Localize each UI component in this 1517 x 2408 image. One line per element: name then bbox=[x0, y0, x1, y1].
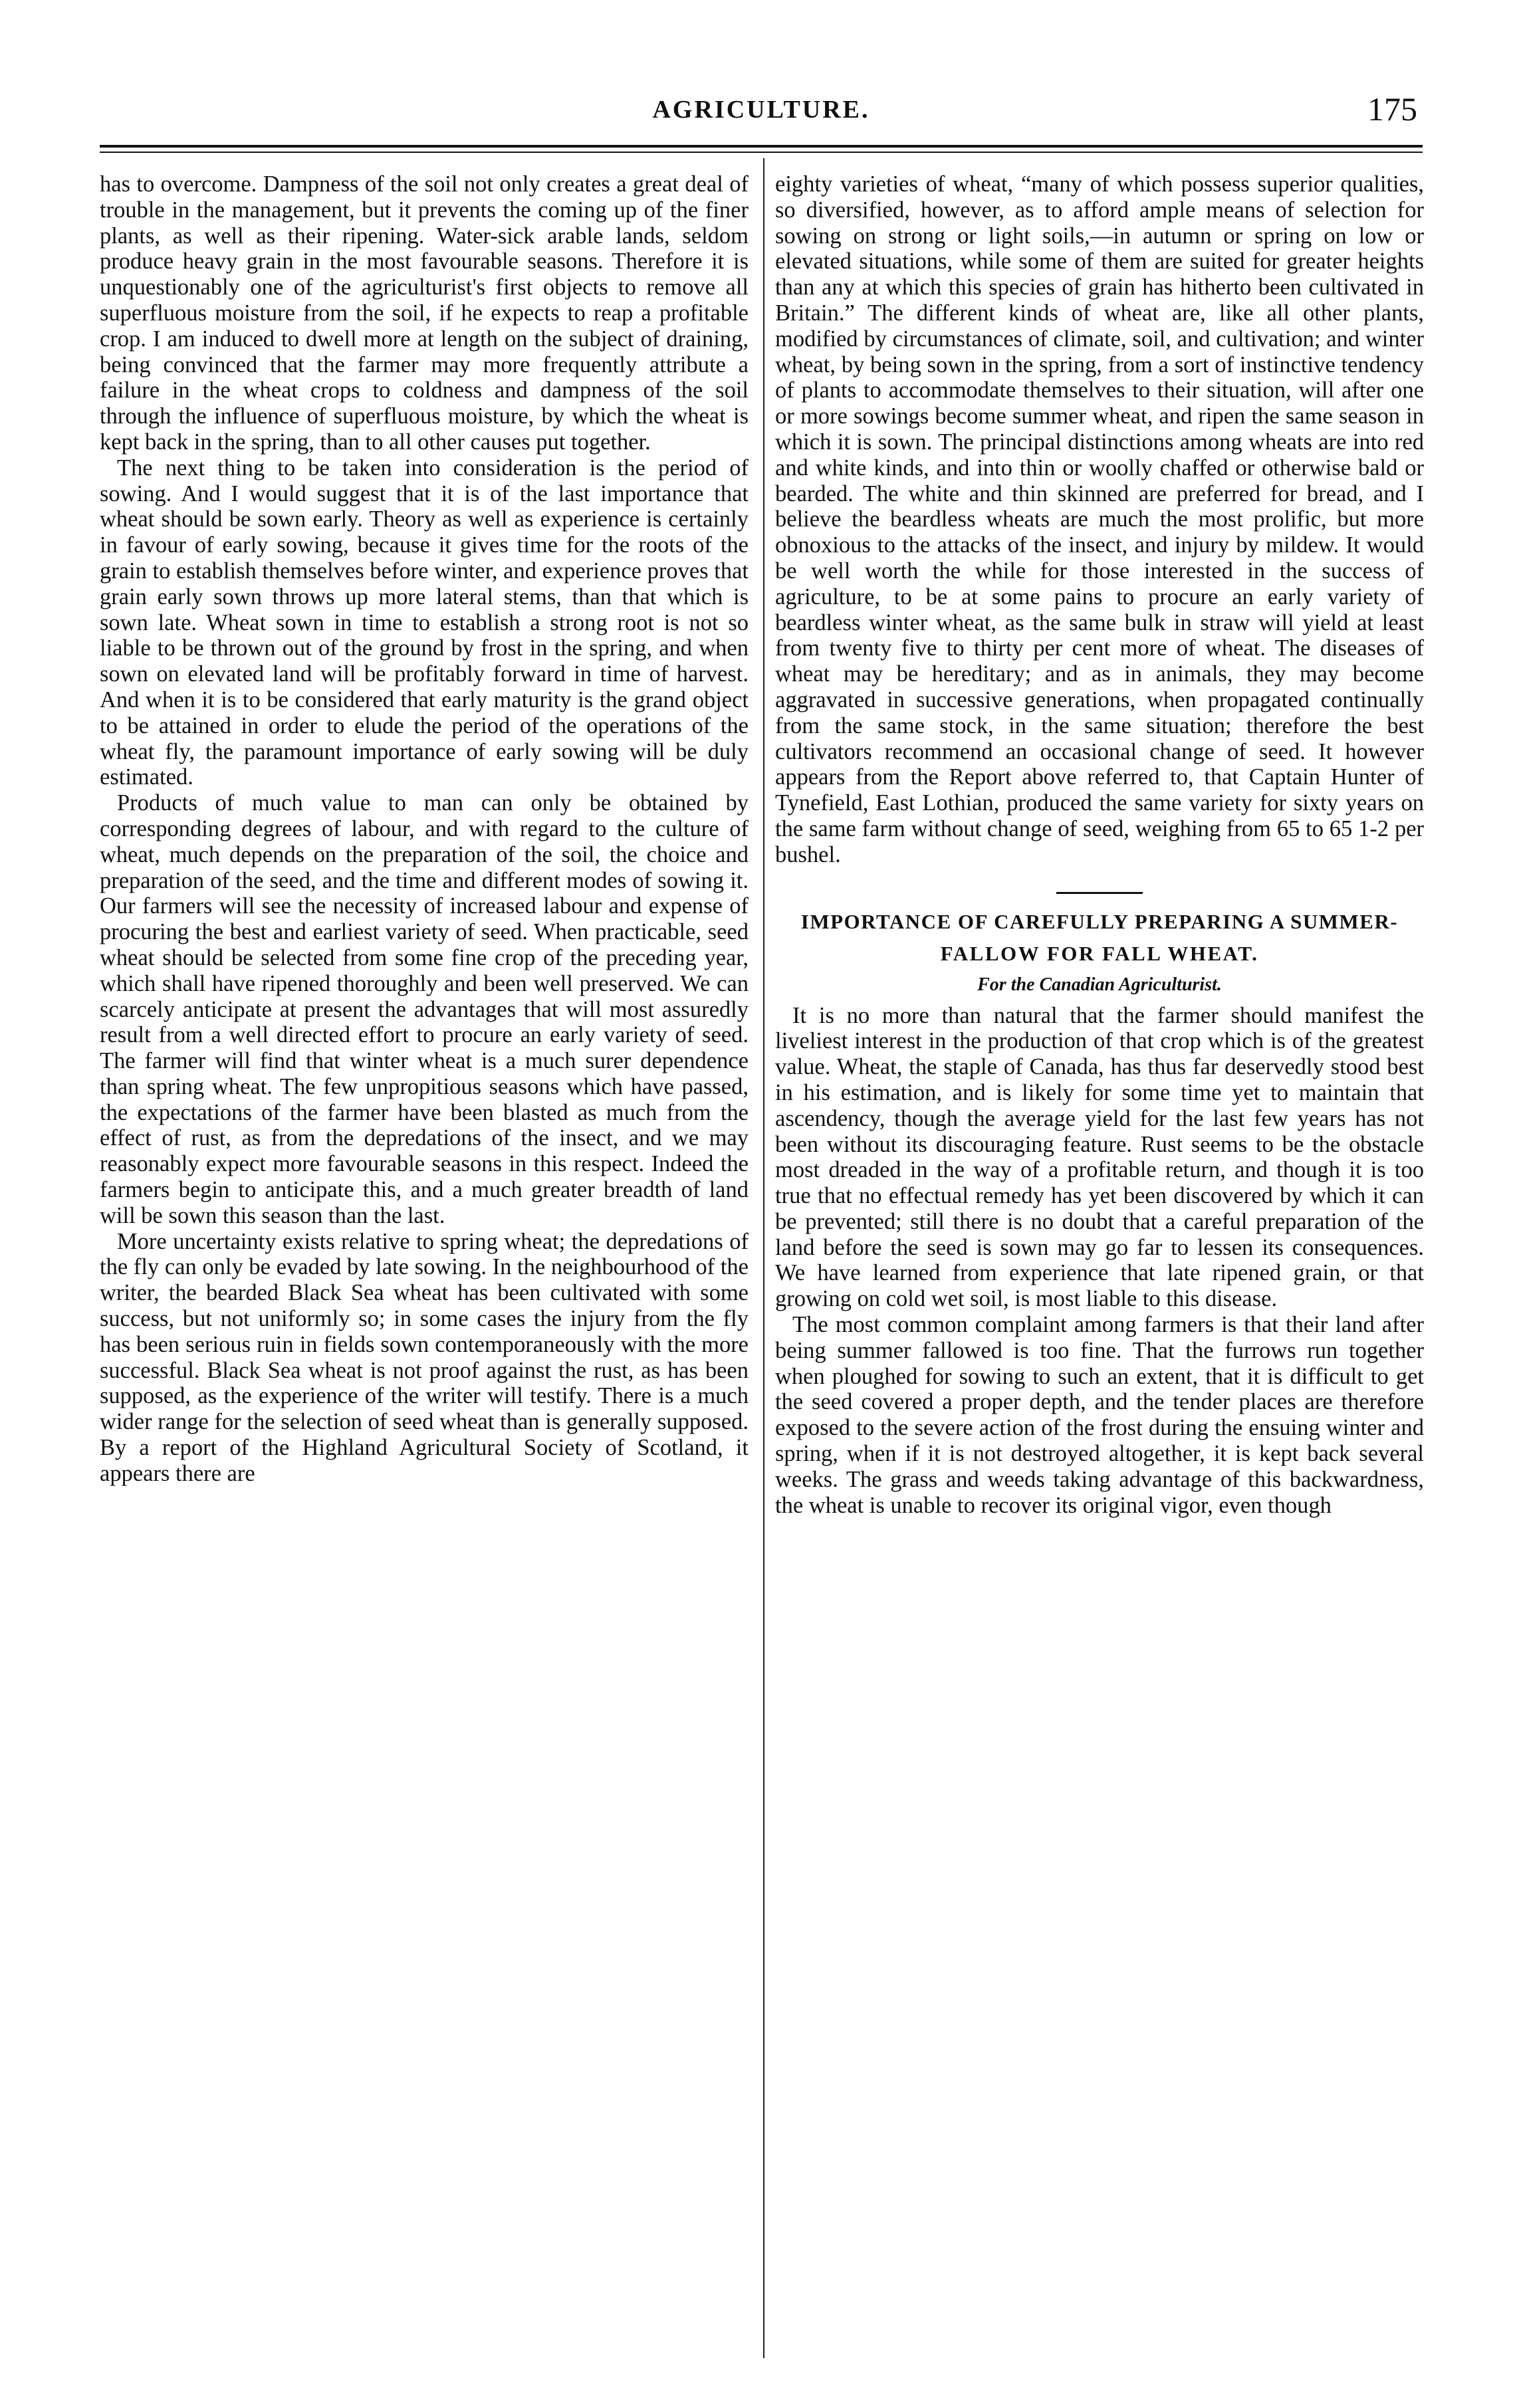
header-rule-thin bbox=[100, 152, 1423, 153]
body-paragraph: The next thing to be taken into consideration is the period of sowing. And I would suggest that it is of the last importance that wheat should be sown early. Theory as well as experience is certainly in favour of early sowing, because it gives time for the roots of the grain to establish themselves before winter, and experience proves that grain early sown throws up more lateral stems, than that which is sown late. Wheat sown in time to establish a strong root is not so liable to be thrown out of the ground by frost in the spring, and when sown on elevated land will be profitably forward in time of harvest. And when it is to be considered that early maturity is the grand object to be attained in order to elude the period of the operations of the wheat fly, the paramount importance of early sowing will be duly estimated. bbox=[100, 455, 749, 790]
section-divider bbox=[1056, 892, 1143, 894]
body-paragraph: Products of much value to man can only be obtained by corresponding degrees of labour, and with regard to the culture of wheat, much depends on the preparation of the soil, the choice and preparation of the seed, and the time and different modes of sowing it. Our farmers will see the necessity of increased labour and expense of procuring the best and earliest variety of seed. When practicable, seed wheat should be selected from some fine crop of the preceding year, which shall have ripened thoroughly and been well preserved. We can scarcely anticipate at present the advantages that will most assuredly result from a well directed effort to procure an early variety of seed. The farmer will find that winter wheat is a much surer dependence than spring wheat. The few unpropitious seasons which have passed, the expectations of the farmer have been blasted as much from the effect of rust, as from the depredations of the insect, and we may reasonably expect more favourable seasons in this respect. Indeed the farmers begin to anticipate this, and a much greater breadth of land will be sown this season than the last. bbox=[100, 790, 749, 1228]
page-header bbox=[100, 90, 1423, 136]
article-heading: IMPORTANCE OF CAREFULLY PREPARING A SUMMER- bbox=[800, 909, 1399, 933]
right-column bbox=[775, 171, 1424, 1518]
body-paragraph: More uncertainty exists relative to spring wheat; the depredations of the fly can only be evaded by late sowing. In the neighbourhood of the writer, the bearded Black Sea wheat has been cultivated with some success, but not uniformly so; in some cases the injury from the fly has been serious ruin in fields sown contemporaneously with the more successful. Black Sea wheat is not proof against the rust, as has been supposed, as the experience of the writer will testify. There is a much wider range for the selection of seed wheat than is generally supposed. By a report of the Highland Agricultural Society of Scotland, it appears there are bbox=[100, 1228, 749, 1486]
article-paragraph: The most common complaint among farmers is that their land after being summer fallowed is too fine. That the furrows run together when ploughed for sowing to such an extent, that it is difficult to get the seed covered a proper depth, and the tender places are therefore exposed to the severe action of the frost during the ensuing winter and spring, when if it is not destroyed altogether, it is kept back several weeks. The grass and weeds taking advantage of this backwardness, the wheat is unable to recover its original vigor, even though bbox=[775, 1312, 1424, 1518]
article-paragraph: It is no more than natural that the farmer should manifest the liveliest interest in the production of that crop which is of the greatest value. Wheat, the staple of Canada, has thus far deservedly stood best in his estimation, and is likely for some time yet to maintain that ascendency, though the average yield for the last few years has not been without its discouraging feature. Rust seems to be the obstacle most dreaded in the way of a profitable return, and though it is too true that no effectual remedy has yet been discovered by which it can be prevented; still there is no doubt that a careful preparation of the land before the seed is sown may go far to lessen its consequences. We have learned from experience that late ripened grain, or that growing on cold wet soil, is most liable to this disease. bbox=[775, 1002, 1424, 1312]
body-paragraph: eighty varieties of wheat, “many of which possess superior qualities, so diversified, however, as to afford ample means of selection for sowing on strong or light soils,—in autumn or spring on low or elevated situations, while some of them are suited for greater heights than any at which this species of grain has hitherto been cultivated in Britain.” The different kinds of wheat are, like all other plants, modified by circumstances of climate, soil, and cultivation; and winter wheat, by being sown in the spring, from a sort of instinctive tendency of plants to accommodate themselves to their situation, will after one or more sowings become summer wheat, and ripen the same season in which it is sown. The principal distinctions among wheats are into red and white kinds, and into thin or woolly chaffed or otherwise bald or bearded. The white and thin skinned are preferred for bread, and I believe the beardless wheats are much the most prolific, but more obnoxious to the attacks of the insect, and injury by mildew. It would be well worth the while for those interested in the success of agriculture, to be at some pains to procure an early variety of beardless winter wheat, as the same bulk in straw will yield at least from twenty five to thirty per cent more of wheat. The diseases of wheat may be hereditary; and as in animals, they may become aggravated in successive generations, when propagated continually from the same stock, in the same situation; therefore the best cultivators recommend an occasional change of seed. It however appears from the Report above referred to, that Captain Hunter of Tynefield, East Lothian, produced the same variety for sixty years on the same farm without change of seed, weighing from 65 to 65 1-2 per bushel. bbox=[775, 171, 1424, 867]
article-byline: For the Canadian Agriculturist. bbox=[977, 974, 1222, 995]
column-divider bbox=[763, 158, 764, 2358]
header-rule bbox=[100, 145, 1423, 148]
body-paragraph: has to overcome. Dampness of the soil not only creates a great deal of trouble in the management, but it prevents the coming up of the finer plants, as well as their ripening. Water-sick arable lands, seldom produce heavy grain in the most favourable seasons. Therefore it is unquestionably one of the agriculturist's first objects to remove all superfluous moisture from the soil, if he expects to reap a profitable crop. I am induced to dwell more at length on the subject of draining, being convinced that the farmer may more frequently attribute a failure in the wheat crops to coldness and dampness of the soil through the influence of superfluous moisture, by which the wheat is kept back in the spring, than to all other causes put together. bbox=[100, 171, 749, 455]
page-number: 175 bbox=[1367, 90, 1417, 128]
left-column bbox=[100, 171, 749, 1487]
article-heading-continued: FALLOW FOR FALL WHEAT. bbox=[940, 941, 1259, 965]
running-title: AGRICULTURE. bbox=[652, 96, 870, 124]
